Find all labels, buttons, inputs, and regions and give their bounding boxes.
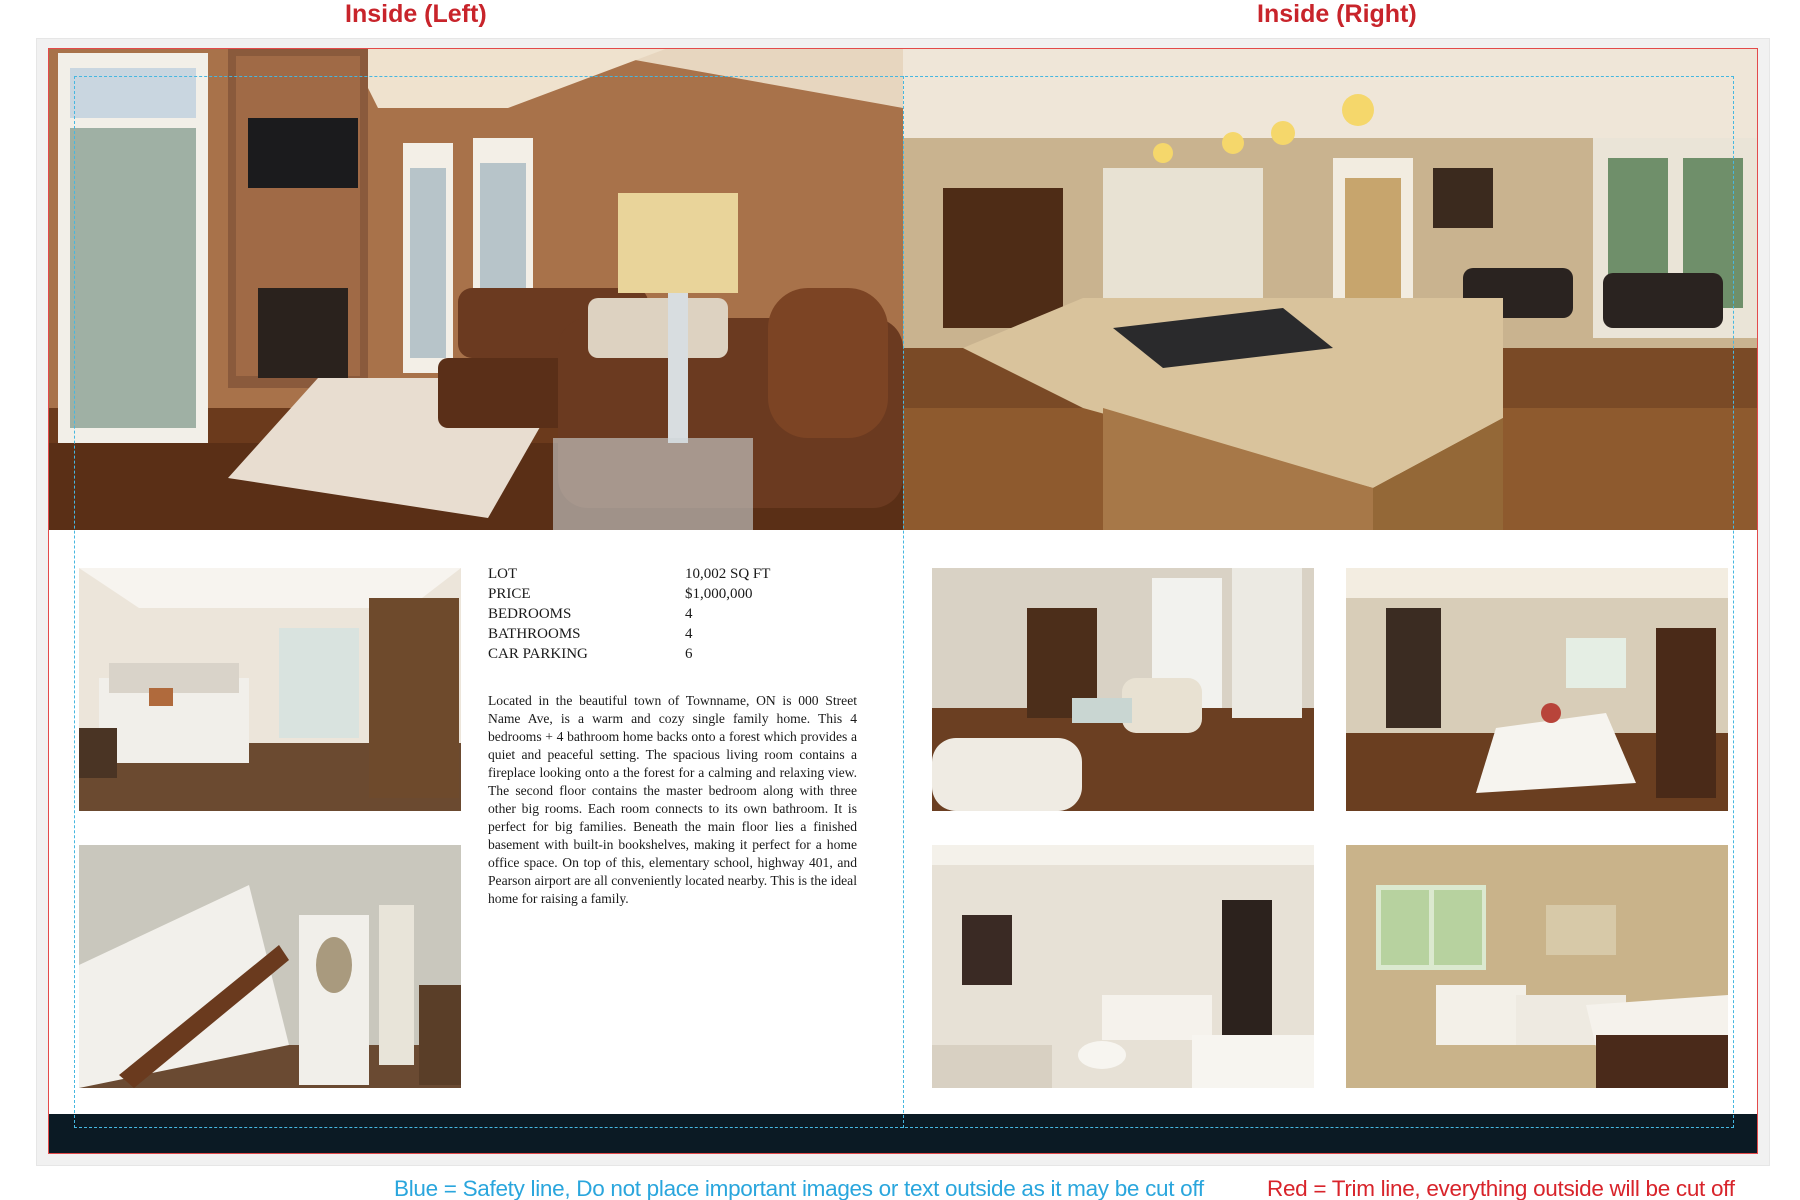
fold-line xyxy=(903,76,904,1128)
spec-label: CAR PARKING xyxy=(488,646,588,662)
dining-room-photo xyxy=(1346,568,1728,811)
sitting-room-photo xyxy=(932,568,1314,811)
spec-value: 10,002 SQ FT xyxy=(685,566,771,582)
living-room-photo xyxy=(48,48,903,530)
foyer-photo xyxy=(79,845,461,1088)
spec-row-price xyxy=(488,584,868,604)
property-description: Located in the beautiful town of Townname, ON is 000 Street Name Ave, is a warm and cozy single family home. This 4 bedrooms + 4 bathroom home backs onto a forest which provides a quiet and peaceful setting. The spacious living room contains a fireplace looking onto a the forest for a calming and relaxing view. The second floor contains the master bedroom along with three other big rooms. Each room connects to its own bathroom. It is perfect for big families. Beneath the main floor lies a finished basement with built-in bookshelves, making it perfect for a home office space. On top of this, elementary school, highway 401, and Pearson airport are all conveniently located nearby. This is the ideal home for raising a family. xyxy=(488,693,857,906)
bathroom-photo-1 xyxy=(932,845,1314,1088)
spec-label: LOT xyxy=(488,566,518,582)
spec-value: 4 xyxy=(685,606,693,622)
inside-right-label: Inside (Right) xyxy=(1257,0,1417,28)
kitchen-photo xyxy=(903,48,1758,530)
spec-label: BATHROOMS xyxy=(488,626,581,642)
bathroom-photo-2 xyxy=(1346,845,1728,1088)
inside-left-label: Inside (Left) xyxy=(345,0,487,28)
spec-row-car-parking xyxy=(488,644,868,664)
safety-line-legend: Blue = Safety line, Do not place important images or text outside as it may be cut off xyxy=(394,1176,1204,1200)
trim-line-legend: Red = Trim line, everything outside will be cut off xyxy=(1267,1176,1735,1200)
spec-row-bathrooms xyxy=(488,624,868,644)
spec-value: $1,000,000 xyxy=(685,586,753,602)
spec-value: 6 xyxy=(685,646,693,662)
spec-label: PRICE xyxy=(488,586,531,602)
spec-value: 4 xyxy=(685,626,693,642)
spec-row-lot xyxy=(488,564,868,584)
spec-label: BEDROOMS xyxy=(488,606,572,622)
spec-row-bedrooms xyxy=(488,604,868,624)
bedroom-photo xyxy=(79,568,461,811)
property-specs xyxy=(488,564,868,664)
